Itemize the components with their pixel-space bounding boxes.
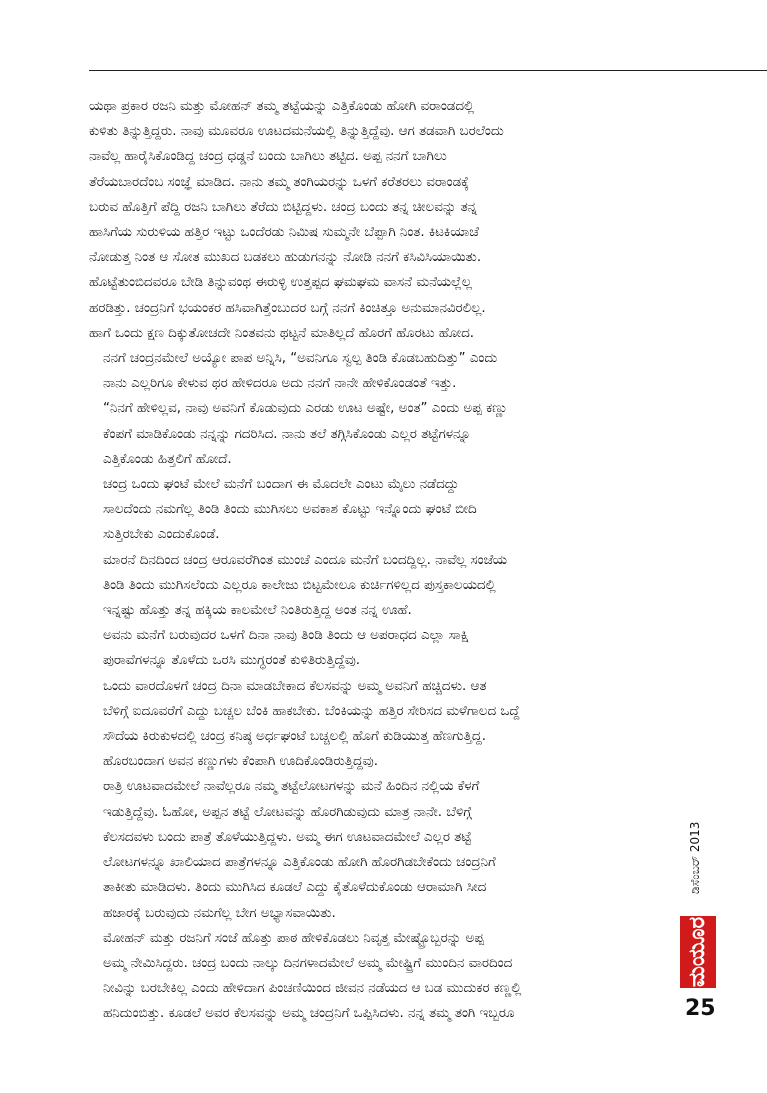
text-line: ನೀವಿನ್ನು ಬರಬೇಕಿಲ್ಲ ಎಂದು ಹೇಳಿದಾಗ ಪಿಂಚಣಿಯಿಂದ ಜೀವನ ನಡೆಯದ ಆ ಬಡ ಮುದುಕರ ಕಣ್ಣಲ್ಲಿ <box>103 981 522 997</box>
text-line: ನನಗೆ ಚಂದ್ರನಮೇಲೆ ಅಯ್ಯೋ ಪಾಪ ಅನ್ನಿಸಿ, “ಅವನಿಗೂ ಸ್ವಲ್ಪ ತಿಂಡಿ ಕೊಡಬಹುದಿತ್ತು” ಎಂದು <box>103 351 498 367</box>
text-line: ತೆರೆಯಬಾರದೆಂಬ ಸಂಜ್ಞೆ ಮಾಡಿದ. ನಾನು ತಮ್ಮ ತಂಗಿಯರನ್ನು ಒಳಗೆ ಕರೆತರಲು ವರಾಂಡಕ್ಕೆ <box>89 174 469 190</box>
text-line: ತಿಂಡಿ ತಿಂದು ಮುಗಿಸಲೆಂದು ಎಲ್ಲರೂ ಕಾಲೇಜು ಬಿಟ್ಟಮೇಲೂ ಕುರ್ಚಿಗಳಿಲ್ಲದ ಪುಸ್ತಕಾಲಯದಲ್ಲಿ <box>103 577 496 593</box>
paragraph <box>89 926 679 1027</box>
paragraph <box>89 548 679 624</box>
text-line: ಕೆಂಪಗೆ ಮಾಡಿಕೊಂಡು ನನ್ನನ್ನು ಗದರಿಸಿದ. ನಾನು ತಲೆ ತಗ್ಗಿಸಿಕೊಂಡು ಎಲ್ಲರ ತಟ್ಟೆಗಳನ್ನೂ <box>103 426 471 442</box>
text-line: ಒಂದು ವಾರದೊಳಗೆ ಚಂದ್ರ ದಿನಾ ಮಾಡಬೇಕಾದ ಕೆಲಸವನ್ನು ಅಮ್ಮ ಅವನಿಗೆ ಹಚ್ಚಿದಳು. ಆತ <box>103 678 487 694</box>
article-body <box>89 94 679 1027</box>
paragraph <box>89 472 679 548</box>
text-line: ಅವನು ಮನೆಗೆ ಬರುವುದರ ಒಳಗೆ ದಿನಾ ನಾವು ತಿಂಡಿ ತಿಂದು ಆ ಅಪರಾಧದ ಎಲ್ಲಾ ಸಾಕ್ಷಿ <box>103 628 469 644</box>
paragraph <box>89 94 679 346</box>
text-line: ಹನಿದುಂಬಿತ್ತು. ಕೂಡಲೆ ಅವರ ಕೆಲಸವನ್ನು ಅಮ್ಮ ಚಂದ್ರನಿಗೆ ಒಪ್ಪಿಸಿದಳು. ನನ್ನ ತಮ್ಮ ತಂಗಿ ಇಬ್ಬರೂ <box>103 1006 515 1022</box>
paragraph <box>89 623 679 673</box>
text-line: ಹೊಟ್ಟೆತುಂಬಿದವರೂ ಬೇಡಿ ತಿನ್ನುವಂಥ ಈರುಳ್ಳಿ ಉತ್ತಪ್ಪದ ಘಮಘಮ ವಾಸನೆ ಮನೆಯಲ್ಲೆಲ್ಲ <box>89 275 473 291</box>
text-line: ಲೋಟಗಳನ್ನೂ ಖಾಲಿಯಾದ ಪಾತ್ರೆಗಳನ್ನೂ ಎತ್ತಿಕೊಂಡು ಹೋಗಿ ಹೊರಗಿಡಬೇಕೆಂದು ಚಂದ್ರನಿಗೆ <box>103 855 496 871</box>
paragraph <box>89 346 679 396</box>
page-number: 25 <box>685 996 716 1021</box>
text-line: ಪುರಾವೆಗಳನ್ನೂ ತೊಳೆದು ಒರಸಿ ಮುಗ್ಧರಂತೆ ಕುಳಿತಿರುತ್ತಿದ್ದೆವು. <box>103 653 361 669</box>
text-line: ನೋಡುತ್ತ ನಿಂತ ಆ ಸೋತ ಮುಖದ ಬಡಕಲು ಹುಡುಗನನ್ನು ನೋಡಿ ನನಗೆ ಕಸಿವಿಸಿಯಾಯಿತು. <box>89 250 482 266</box>
text-line: ಹರಡಿತ್ತು. ಚಂದ್ರನಿಗೆ ಭಯಂಕರ ಹಸಿವಾಗಿತ್ತೆಂಬುದರ ಬಗ್ಗೆ ನನಗೆ ಕಿಂಚಿತ್ತೂ ಅನುಮಾನವಿರಲಿಲ್ಲ. <box>89 300 486 316</box>
text-line: ಕುಳಿತು ತಿನ್ನುತ್ತಿದ್ದರು. ನಾವು ಮೂವರೂ ಊಟದಮನೆಯಲ್ಲಿ ತಿನ್ನುತ್ತಿದ್ದೆವು. ಆಗ ತಡವಾಗಿ ಬರಲೆಂದು <box>89 124 504 140</box>
text-line: ಚಂದ್ರ ಒಂದು ಘಂಟೆ ಮೇಲೆ ಮನೆಗೆ ಬಂದಾಗ ಈ ಮೊದಲೇ ಎಂಟು ಮೈಲು ನಡೆದದ್ದು <box>103 477 459 493</box>
text-line: ಕೆಲಸದವಳು ಬಂದು ಪಾತ್ರೆ ತೊಳೆಯುತ್ತಿದ್ದಳು. ಅಮ್ಮ ಈಗ ಊಟವಾದಮೇಲೆ ಎಲ್ಲರ ತಟ್ಟೆ <box>103 829 472 845</box>
text-line: ಅಮ್ಮ ನೇಮಿಸಿದ್ದರು. ಚಂದ್ರ ಬಂದು ನಾಲ್ಕು ದಿನಗಳಾದಮೇಲೆ ಅಮ್ಮ ಮೇಷ್ಟ್ರಿಗೆ ಮುಂದಿನ ವಾರದಿಂದ <box>103 955 513 971</box>
text-line: ಹಾಸಿಗೆಯ ಸುರುಳಿಯ ಹತ್ತಿರ ಇಟ್ಟು ಒಂದೆರಡು ನಿಮಿಷ ಸುಮ್ಮನೇ ಬೆಪ್ಪಾಗಿ ನಿಂತ. ಕಿಟಕಿಯಾಚೆ <box>89 225 479 241</box>
text-line: ಮಾರನೆ ದಿನದಿಂದ ಚಂದ್ರ ಆರೂವರೆಗಿಂತ ಮುಂಚೆ ಎಂದೂ ಮನೆಗೆ ಬಂದದ್ದಿಲ್ಲ. ನಾವೆಲ್ಲ ಸಂಜೆಯ <box>103 552 508 568</box>
paragraph <box>89 396 679 472</box>
text-line: ಬರುವ ಹೊತ್ತಿಗೆ ಪೆದ್ದಿ ರಜನಿ ಬಾಗಿಲು ತೆರೆದು ಬಿಟ್ಟಿದ್ದಳು. ಚಂದ್ರ ಬಂದು ತನ್ನ ಚೀಲವನ್ನು ತನ್ನ <box>89 199 477 215</box>
magazine-logo: ಮಯೂರ <box>680 916 716 988</box>
issue-date: ಡಿಸೆಂಬರ್ 2013 <box>688 821 702 894</box>
text-line: ಇಡುತ್ತಿದ್ದೆವು. ಓಹೋ, ಅಪ್ಪನ ತಟ್ಟೆ ಲೋಟವನ್ನು ಹೊರಗಿಡುವುದು ಮಾತ್ರ ನಾನೇ. ಬೆಳಿಗ್ಗೆ <box>103 804 472 820</box>
text-line: ಹೊರಬಂದಾಗ ಅವನ ಕಣ್ಣುಗಳು ಕೆಂಪಾಗಿ ಊದಿಕೊಂಡಿರುತ್ತಿದ್ದವು. <box>103 754 378 770</box>
text-line: ಯಥಾ ಪ್ರಕಾರ ರಜನಿ ಮತ್ತು ಮೋಹನ್ ತಮ್ಮ ತಟ್ಟೆಯನ್ನು ಎತ್ತಿಕೊಂಡು ಹೋಗಿ ವರಾಂಡದಲ್ಲಿ <box>89 99 475 114</box>
paragraph <box>89 674 679 775</box>
text-line: ಬೆಳಿಗ್ಗೆ ಐದೂವರೆಗೆ ಎದ್ದು ಬಚ್ಚಲ ಬೆಂಕಿ ಹಾಕಬೇಕು. ಬೆಂಕಿಯನ್ನು ಹತ್ತಿರ ಸೇರಿಸದ ಮಳೆಗಾಲದ ಒದ್ದೆ <box>103 703 520 719</box>
text-line: ಇನ್ನಷ್ಟು ಹೊತ್ತು ತನ್ನ ಹಕ್ಕಿಯ ಕಾಲಮೇಲೆ ನಿಂತಿರುತ್ತಿದ್ದ ಅಂತ ನನ್ನ ಊಹೆ. <box>103 603 412 619</box>
text-line: ಸೌದೆಯ ಕಿರುಕುಳದಲ್ಲಿ ಚಂದ್ರ ಕನಿಷ್ಠ ಅರ್ಧಘಂಟೆ ಬಚ್ಚಲಲ್ಲಿ ಹೊಗೆ ಕುಡಿಯುತ್ತ ಹೆಣಗುತ್ತಿದ್ದ. <box>103 729 486 745</box>
text-line: ನಾವೆಲ್ಲ ಹಾರೈಸಿಕೊಂಡಿದ್ದ ಚಂದ್ರ ಧಡ್ಡನೆ ಬಂದು ಬಾಗಿಲು ತಟ್ಟಿದ. ಅಪ್ಪ ನನಗೆ ಬಾಗಿಲು <box>89 149 447 165</box>
text-line: ತಾಕೀತು ಮಾಡಿದಳು. ತಿಂದು ಮುಗಿಸಿದ ಕೂಡಲೆ ಎದ್ದು ಕೈತೊಳೆದುಕೊಂಡು ಆರಾಮಾಗಿ ಸೀದ <box>103 880 487 896</box>
text-line: ಸುತ್ತಿರಬೇಕು ಎಂದುಕೊಂಡೆ. <box>103 527 220 543</box>
paragraph <box>89 774 679 925</box>
header-rule <box>89 70 767 71</box>
text-line: ಹಜಾರಕ್ಕೆ ಬರುವುದು ನಮಗೆಲ್ಲ ಬೇಗ ಅಭ್ಯಾಸವಾಯಿತು. <box>103 905 336 921</box>
text-line: “ನಿನಗೆ ಹೇಳಿಲ್ಲವ, ನಾವು ಅವನಿಗೆ ಕೊಡುವುದು ಎರಡು ಊಟ ಅಷ್ಟೇ, ಅಂತ” ಎಂದು ಅಪ್ಪ ಕಣ್ಣು <box>103 401 508 417</box>
text-line: ಮೋಹನ್ ಮತ್ತು ರಜನಿಗೆ ಸಂಜೆ ಹೊತ್ತು ಪಾಠ ಹೇಳಿಕೊಡಲು ನಿವೃತ್ತ ಮೇಷ್ಟ್ರೊಬ್ಬರನ್ನು ಅಪ್ಪ <box>103 930 484 946</box>
text-line: ಸಾಲದೆಂದು ನಮಗೆಲ್ಲ ತಿಂಡಿ ತಿಂದು ಮುಗಿಸಲು ಅವಕಾಶ ಕೊಟ್ಟು ಇನ್ನೊಂದು ಘಂಟೆ ಬೀದಿ <box>103 502 477 518</box>
text-line: ರಾತ್ರಿ ಊಟವಾದಮೇಲೆ ನಾವೆಲ್ಲರೂ ನಮ್ಮ ತಟ್ಟೆಲೋಟಗಳನ್ನು ಮನೆ ಹಿಂದಿನ ನಲ್ಲಿಯ ಕೆಳಗೆ <box>103 779 480 795</box>
text-line: ಎತ್ತಿಕೊಂಡು ಹಿತ್ತಲಿಗೆ ಹೋದೆ. <box>103 451 232 467</box>
text-line: ಹಾಗೆ ಒಂದು ಕ್ಷಣ ದಿಕ್ಕುತೋಚದೇ ನಿಂತವನು ಥಟ್ಟನೆ ಮಾತಿಲ್ಲದೆ ಹೊರಗೆ ಹೊರಟು ಹೋದ. <box>89 325 475 341</box>
text-line: ನಾನು ಎಲ್ಲರಿಗೂ ಕೇಳುವ ಥರ ಹೇಳಿದರೂ ಅದು ನನಗೆ ನಾನೇ ಹೇಳಿಕೊಂಡಂತೆ ಇತ್ತು. <box>103 376 457 392</box>
